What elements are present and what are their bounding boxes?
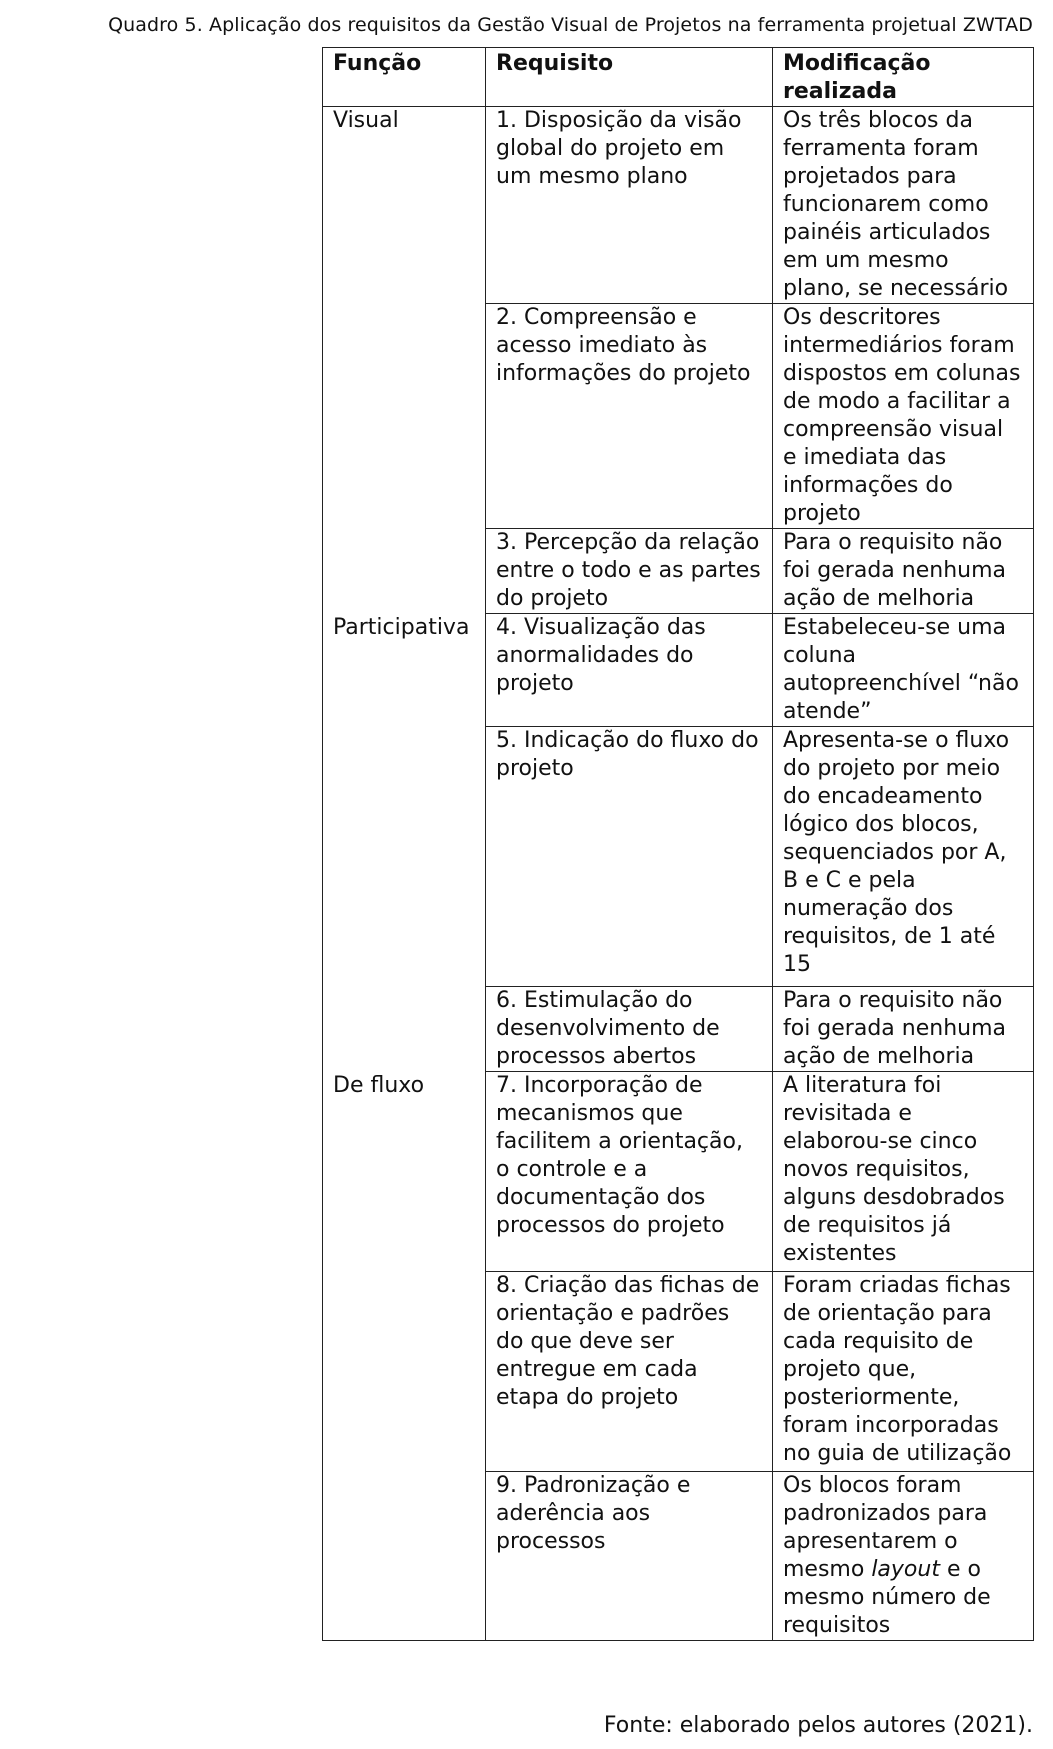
table-caption: Quadro 5. Aplicação dos requisitos da Gestão Visual de Projetos na ferramenta projetual ZWTAD <box>108 14 1033 36</box>
modificacao-cell <box>773 1472 1034 1641</box>
modificacao-cell: Para o requisito não foi gerada nenhuma ação de melhoria <box>773 987 1034 1072</box>
modificacao-text-before: Os blocos foram padronizados para apresentarem o mesmo <box>783 1473 988 1582</box>
requisito-cell: 3. Percepção da relação entre o todo e as partes do projeto <box>486 529 773 614</box>
requisito-cell: 8. Criação das fichas de orientação e padrões do que deve ser entregue em cada etapa do projeto <box>486 1272 773 1472</box>
modificacao-cell: Os descritores intermediários foram dispostos em colunas de modo a facilitar a compreensão visual e imediata das informações do projeto <box>773 304 1034 529</box>
requisito-cell: 6. Estimulação do desenvolvimento de processos abertos <box>486 987 773 1072</box>
modificacao-text-emphasis: layout <box>871 1557 940 1582</box>
table-row <box>323 1072 1034 1272</box>
header-requisito: Requisito <box>486 48 773 107</box>
modificacao-cell: Para o requisito não foi gerada nenhuma ação de melhoria <box>773 529 1034 614</box>
modificacao-cell: Os três blocos da ferramenta foram projetados para funcionarem como painéis articulados em um mesmo plano, se necessário <box>773 107 1034 304</box>
modificacao-text-after: e o mesmo número de requisitos <box>783 1557 991 1638</box>
modificacao-cell: Apresenta-se o fluxo do projeto por meio do encadeamento lógico dos blocos, sequenciados por A, B e C e pela numeração dos requisitos, de 1 até 15 <box>773 727 1034 987</box>
header-modificacao: Modificação realizada <box>773 48 1034 107</box>
modificacao-cell: Estabeleceu-se uma coluna autopreenchível “não atende” <box>773 614 1034 727</box>
funcao-cell-participativa: Participativa <box>323 614 486 1072</box>
requirements-table <box>322 47 1034 1641</box>
table-header-row <box>323 48 1034 107</box>
modificacao-cell: Foram criadas fichas de orientação para cada requisito de projeto que, posteriormente, foram incorporadas no guia de utilização <box>773 1272 1034 1472</box>
modificacao-cell: A literatura foi revisitada e elaborou-se cinco novos requisitos, alguns desdobrados de requisitos já existentes <box>773 1072 1034 1272</box>
requisito-cell: 4. Visualização das anormalidades do projeto <box>486 614 773 727</box>
requisito-cell: 1. Disposição da visão global do projeto em um mesmo plano <box>486 107 773 304</box>
table-row <box>323 107 1034 304</box>
requisito-cell: 9. Padronização e aderência aos processos <box>486 1472 773 1641</box>
requisito-cell: 7. Incorporação de mecanismos que facilitem a orientação, o controle e a documentação dos processos do projeto <box>486 1072 773 1272</box>
source-note: Fonte: elaborado pelos autores (2021). <box>603 1713 1033 1738</box>
requisito-cell: 5. Indicação do fluxo do projeto <box>486 727 773 987</box>
table-row <box>323 614 1034 727</box>
requisito-cell: 2. Compreensão e acesso imediato às informações do projeto <box>486 304 773 529</box>
funcao-cell-visual: Visual <box>323 107 486 614</box>
funcao-cell-de-fluxo: De fluxo <box>323 1072 486 1641</box>
header-funcao: Função <box>323 48 486 107</box>
